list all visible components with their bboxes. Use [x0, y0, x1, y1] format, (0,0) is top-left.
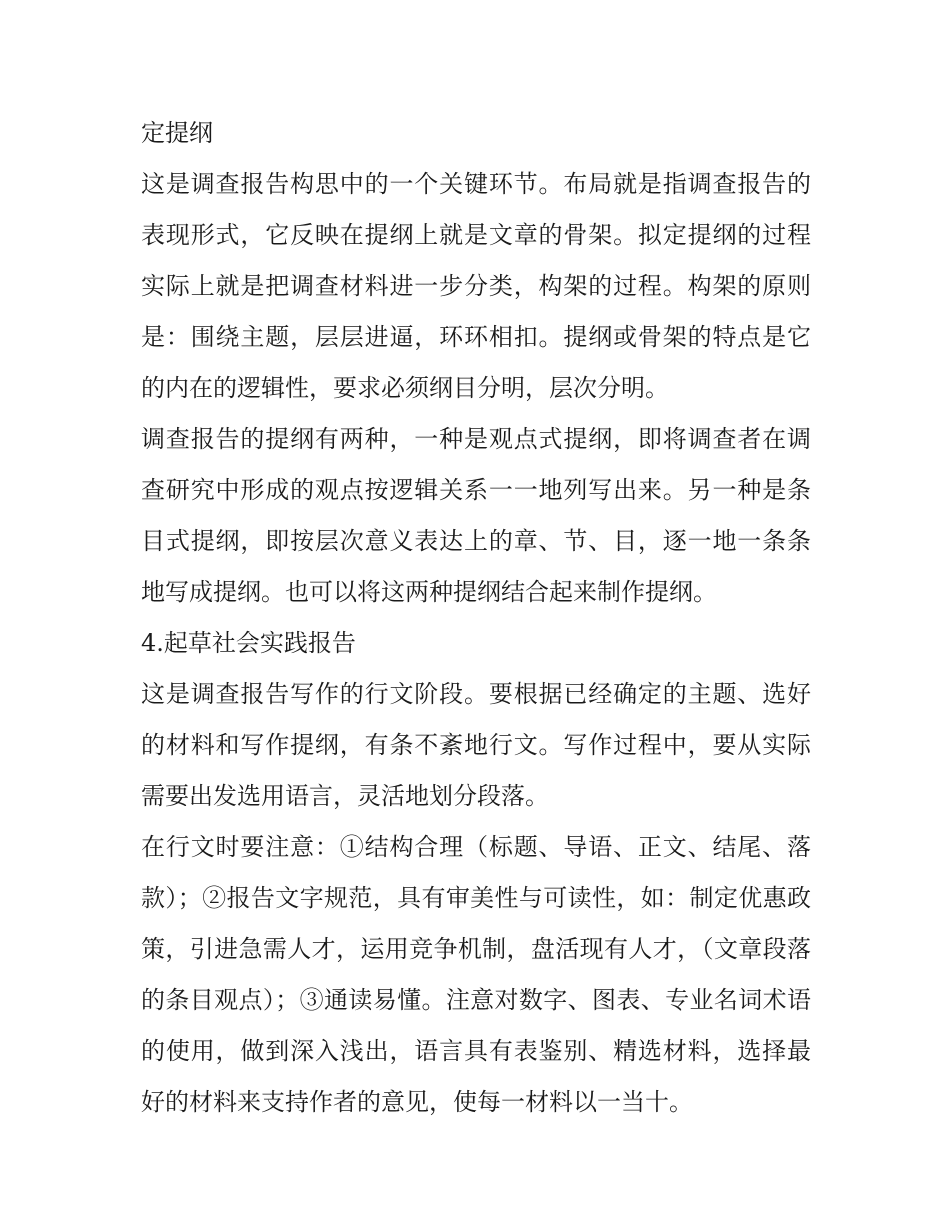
section-heading-outline: 定提纲	[141, 119, 213, 147]
paragraph-drafting-notes: 在行文时要注意：①结构合理（标题、导语、正文、结尾、落款）；②报告文字规范，具有审美性与可读性，如：制定优惠政策，引进急需人才，运用竞争机制，盘活现有人才，（文章段落的条目观点）；③通读易懂。注意对数字、图表、专业名词术语的使用，做到深入浅出，语言具有表鉴别、精选材料，选择最好的材料来支持作者的意见，使每一材料以一当十。	[141, 833, 811, 1116]
paragraph-outline-intro: 这是调查报告构思中的一个关键环节。布局就是指调查报告的表现形式，它反映在提纲上就是文章的骨架。拟定提纲的过程实际上就是把调查材料进一步分类，构架的过程。构架的原则是：围绕主题，层层进逼，环环相扣。提纲或骨架的特点是它的内在的逻辑性，要求必须纲目分明，层次分明。	[141, 170, 811, 402]
paragraph-drafting-intro: 这是调查报告写作的行文阶段。要根据已经确定的主题、选好的材料和写作提纲，有条不紊地行文。写作过程中，要从实际需要出发选用语言，灵活地划分段落。	[141, 680, 811, 810]
document-page	[141, 108, 811, 1128]
section-heading-drafting: 4.起草社会实践报告	[141, 629, 356, 657]
paragraph-outline-types: 调查报告的提纲有两种，一种是观点式提纲，即将调查者在调查研究中形成的观点按逻辑关系一一地列写出来。另一种是条目式提纲，即按层次意义表达上的章、节、目，逐一地一条条地写成提纲。也可以将这两种提纲结合起来制作提纲。	[141, 425, 811, 606]
